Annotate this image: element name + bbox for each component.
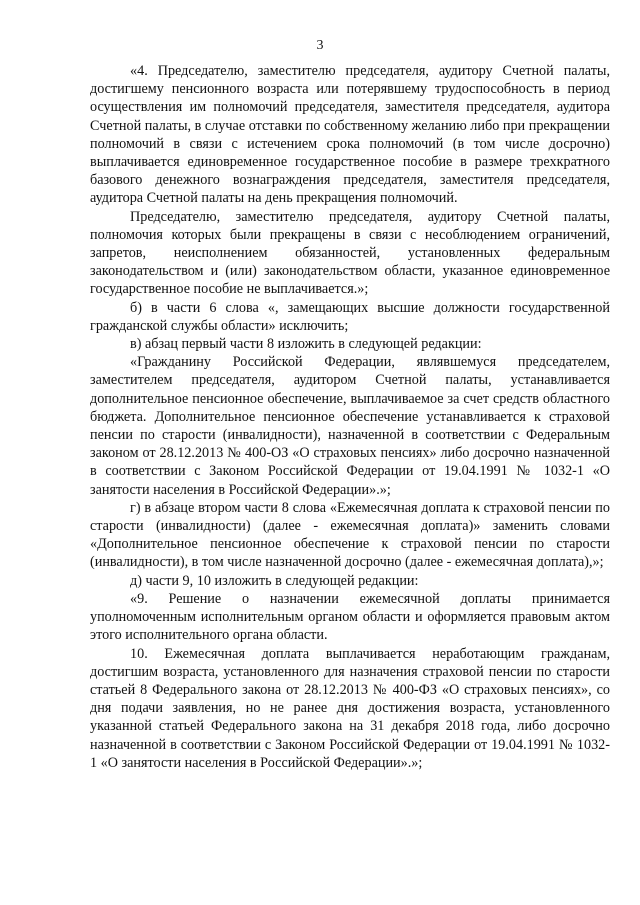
paragraph: Председателю, заместителю председателя, аудитору Счетной палаты, полномочия которых были прекращены в связи с несоблюдением ограничений, запретов, неисполнением обязанностей, установленных федеральным законодательством и (или) законодательством области, указанное единовременное государственное пособие не выплачивается.»; bbox=[90, 208, 610, 298]
paragraph: «9. Решение о назначении ежемесячной доплаты принимается уполномоченным исполнительным органом области и оформляется правовым актом этого исполнительного органа области. bbox=[90, 590, 610, 644]
paragraph: в) абзац первый части 8 изложить в следующей редакции: bbox=[130, 336, 482, 353]
page-number: 3 bbox=[316, 38, 324, 53]
paragraph: 10. Ежемесячная доплата выплачивается неработающим гражданам, достигшим возраста, установленного для назначения страховой пенсии по старости статьей 8 Федерального закона от 28.12.2013 № 400-ФЗ «О страховых пенсиях», со дня подачи заявления, но не ранее дня достижения возраста, установленного указанной статьей Федерального закона на 31 декабря 2018 года, либо досрочно назначенной в соответствии с Законом Российской Федерации от 19.04.1991 № 1032-1 «О занятости населения в Российской Федерации».»; bbox=[90, 645, 610, 771]
paragraph: «4. Председателю, заместителю председателя, аудитору Счетной палаты, достигшему пенсионного возраста или потерявшему трудоспособность в период осуществления им полномочий председателя, заместителя председателя, аудитора Счетной палаты, в случае отставки по собственному желанию либо при прекращении полномочий в связи с истечением срока полномочий (в том числе досрочно) выплачивается единовременное государственное пособие в размере трехкратного базового денежного вознаграждения председателя, заместителя председателя, аудитора Счетной палаты на день прекращения полномочий. bbox=[90, 63, 610, 207]
paragraph: б) в части 6 слова «, замещающих высшие должности государственной гражданской службы области» исключить; bbox=[90, 299, 610, 334]
paragraph: д) части 9, 10 изложить в следующей редакции: bbox=[130, 572, 419, 589]
document-body bbox=[90, 62, 610, 772]
paragraph: «Гражданину Российской Федерации, являвшемуся председателем, заместителем председателя, аудитором Счетной палаты, устанавливается дополнительное пенсионное обеспечение, выплачиваемое за счет средств областного бюджета. Дополнительное пенсионное обеспечение устанавливается к страховой пенсии по старости (инвалидности), назначенной в соответствии с Федеральным законом от 28.12.2013 № 400-ОЗ «О страховых пенсиях» либо досрочно назначенной в соответствии с Законом Российской Федерации от 19.04.1991 № 1032-1 «О занятости населения в Российской Федерации».»; bbox=[90, 354, 610, 498]
paragraph: г) в абзаце втором части 8 слова «Ежемесячная доплата к страховой пенсии по старости (инвалидности) (далее - ежемесячная доплата)» заменить словами «Дополнительное пенсионное обеспечение к страховой пенсии по старости (инвалидности), в том числе назначенной досрочно (далее - ежемесячная доплата),»; bbox=[90, 499, 610, 571]
